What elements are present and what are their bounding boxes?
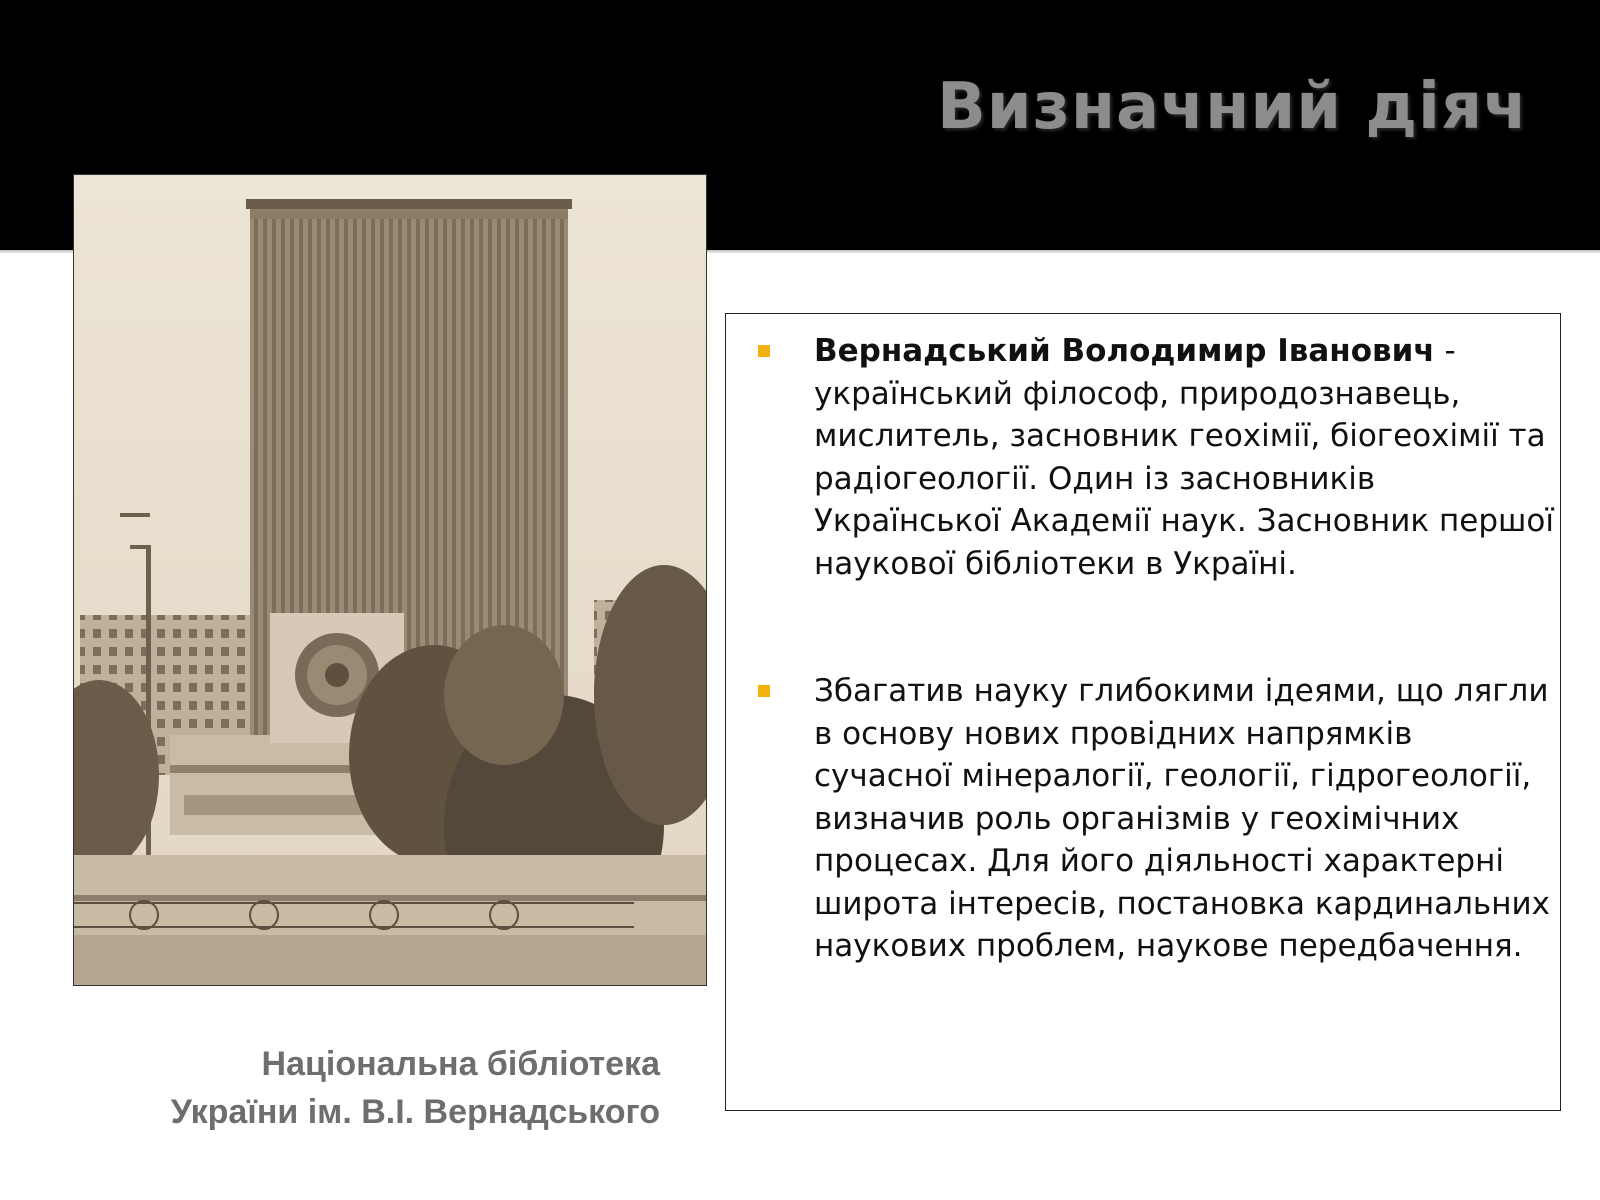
bullet-1-text: - український філософ, природознавець, мислитель, засновник геохімії, біогеохімії та радіогеології. Один із засновників Української Академії наук. Засновник першої наукової бібліотеки в Україні. bbox=[814, 333, 1554, 582]
bullet-2-text: Збагатив науку глибокими ідеями, що лягли в основу нових провідних напрямків сучасної мінералогії, геології, гідрогеології, визначив роль організмів у геохімічних процесах. Для його діяльності характерні широта інтересів, постановка кардинальних наукових проблем, наукове передбачення. bbox=[814, 673, 1550, 964]
library-photo bbox=[73, 174, 707, 986]
square-bullet-icon bbox=[758, 345, 770, 357]
photo-caption bbox=[60, 1040, 660, 1136]
slide-title: Визначний діяч bbox=[937, 70, 1528, 144]
square-bullet-icon bbox=[758, 685, 770, 697]
bullet-item-1 bbox=[814, 330, 1554, 585]
library-building-image bbox=[74, 175, 706, 985]
caption-line-2: України ім. В.І. Вернадського bbox=[170, 1093, 660, 1131]
biography-text-box bbox=[725, 313, 1561, 1111]
bullet-1-name: Вернадський Володимир Іванович bbox=[814, 333, 1435, 369]
bullet-item-2 bbox=[814, 670, 1554, 968]
caption-line-1: Національна бібліотека bbox=[261, 1045, 660, 1083]
